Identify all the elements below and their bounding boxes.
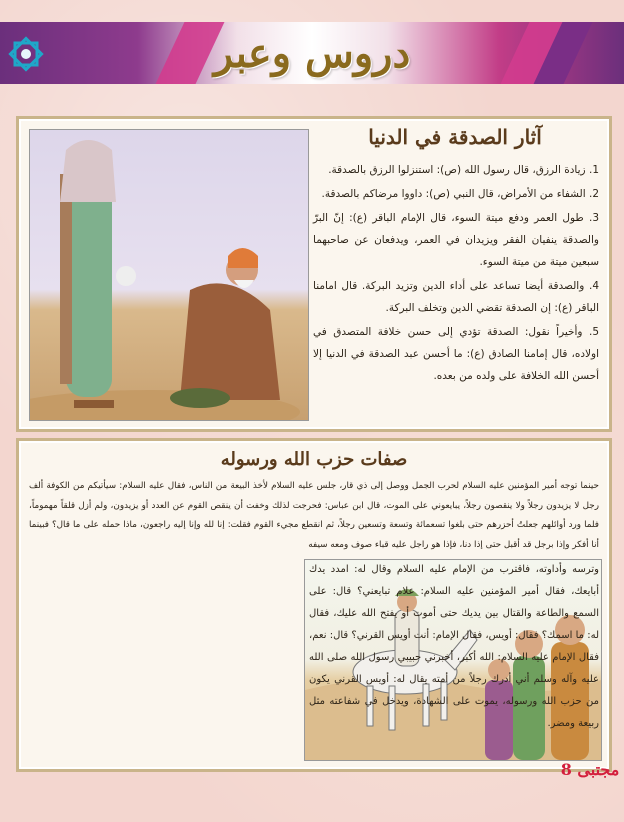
charity-point: 3. طول العمر ودفع ميتة السوء، قال الإمام الباقر (ع): إنّ البرّ والصدقة ينفيان الفقر ويزيدان في العمر، ويدفعان عن صاحبهما سبعين ميتة من ميتة السوء.	[313, 212, 599, 268]
page-title: دروس وعبر	[213, 30, 411, 77]
story-paragraph-right: وترسه وأداوته، فاقترب من الإمام عليه السلام وقال له: امدد يدك أبايعك، فقال أمير المؤمنين عليه السلام: علام تبايعني؟ قال: على السمع والطاعة والقتال بين يديك حتى أموت أو يفتح الله عليك، فقال له: ما اسمك؟ فقال: أويس، فقال الإمام: أنت أويس القرني؟ قال: نعم، فقال الإمام عليه السلام: الله أكبر، أخبرني حبيبي رسول الله صلى الله عليه وآله وسلم أني أدرك رجلاً من أمته يقال له: أويس القرني يكون من حزب الله ورسوله، يموت على الشهادة، ويدخل في شفاعته مثل ربيعة ومضر.	[309, 564, 599, 729]
page-number: 8	[560, 760, 572, 779]
story-paragraph-top: حينما توجه أمير المؤمنين عليه السلام لحرب الجمل ووصل إلى ذي قار، جلس عليه السلام لأخذ البيعة من الناس، فقال عليه السلام: سيأتيكم من الكوفة ألف رجل لا يزيدون رجلاً ولا ينقصون رجلاً، يبايعوني على الموت، قال ابن عباس: فحرجت لذلك وخفت أن ينقص القوم عن العدد أو يزيدون، ولم أزل قلقاً مهموماً، فلما ورد أوائلهم جعلتُ أحزرهم حتى بلغوا تسعمائة وتسعة وتسعين رجلاً، ثم انقطع مجيء القوم فقلت: إنا لله وإنا إليه راجعون، ماذا حمله على ما قال؟ فبينما أنا أفكر وإذا برجل قد أقبل حتى إذا دنا، فإذا هو راجل عليه قباء صوف ومعه سيفه	[29, 481, 599, 550]
magazine-logo: مجتبى	[577, 760, 620, 779]
charity-point: 1. زيادة الرزق، قال رسول الله (ص): استنزلوا الرزق بالصدقة.	[328, 164, 599, 176]
charity-section	[16, 116, 612, 432]
hizbullah-section	[16, 438, 612, 772]
page-header	[0, 0, 624, 110]
charity-section-title: آثار الصدقة في الدنيا	[368, 125, 542, 149]
charity-illustration	[29, 129, 309, 421]
charity-points-list	[313, 159, 599, 389]
charity-point: 2. الشفاء من الأمراض، قال النبي (ص): داووا مرضاكم بالصدقة.	[321, 188, 599, 200]
charity-point: 5. وأخيراً نقول: الصدقة تؤدي إلى حسن خلافة المتصدق في اولاده، قال إمامنا الصادق (ع): ما أحسن عبد الصدقة في الدنيا إلا أحسن الله الخلافة على ولده من بعده.	[313, 326, 599, 382]
hizbullah-section-title: صفات حزب الله ورسوله	[220, 449, 408, 470]
magazine-page-number	[560, 760, 620, 784]
charity-point: 4. والصدقة أيضا تساعد على أداء الدين وتزيد البركة. قال امامنا الباقر (ع): إن الصدقة تقضي الدين وتخلف البركة.	[313, 280, 599, 314]
